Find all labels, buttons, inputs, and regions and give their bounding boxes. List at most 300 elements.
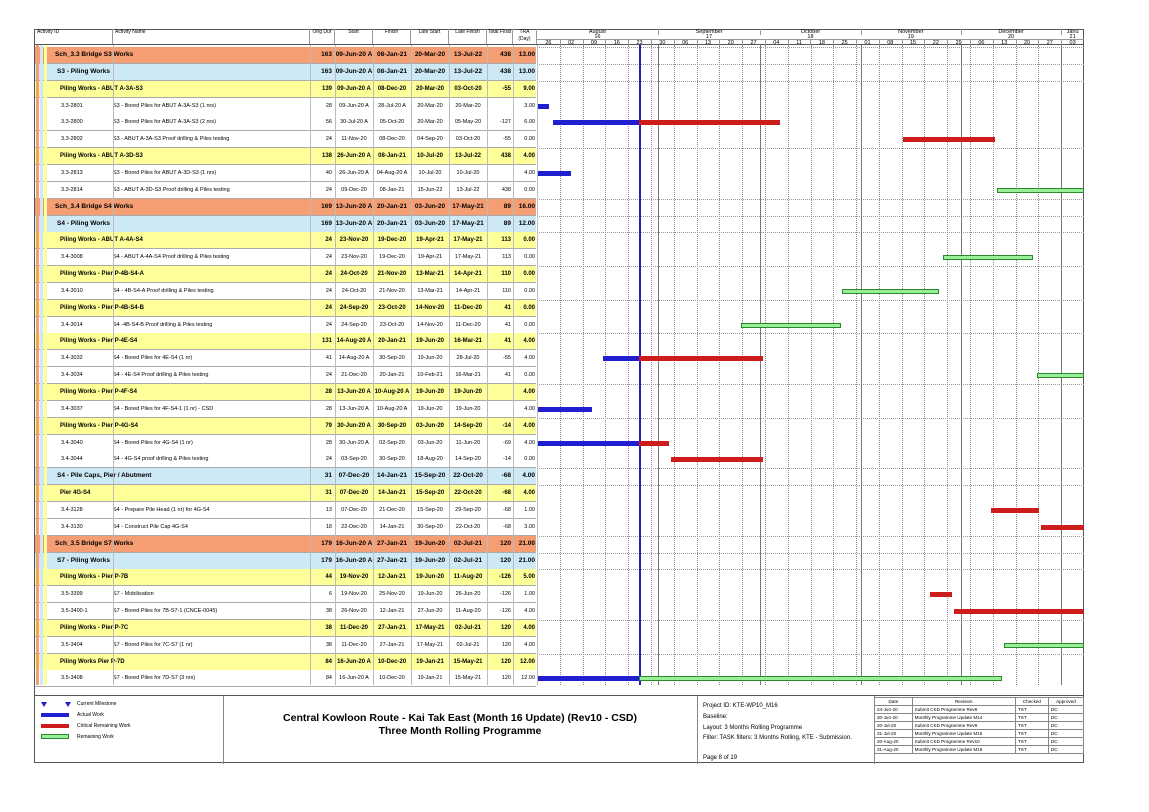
cell-tra: 5.00 bbox=[523, 574, 535, 581]
revision-cell: DC bbox=[1048, 746, 1083, 754]
gantt-gridline bbox=[560, 45, 561, 685]
gantt-row-separator bbox=[537, 232, 1084, 233]
cell-tf: 438 bbox=[500, 51, 511, 58]
activity-row[interactable] bbox=[35, 182, 536, 199]
cell-tra: 3.00 bbox=[524, 102, 535, 109]
legend-remaining-label: Remaining Work bbox=[77, 734, 114, 740]
actual-work-bar[interactable] bbox=[537, 171, 571, 176]
activity-row[interactable] bbox=[35, 603, 536, 620]
col-header-total-float[interactable]: Total Float bbox=[487, 29, 513, 45]
cell-start: 13-Jun-20 A bbox=[337, 389, 371, 395]
cell-ls: 03-Jun-20 bbox=[417, 439, 443, 446]
col-header-orig-dur[interactable]: Orig Dur bbox=[310, 29, 335, 45]
cell-ls: 20-Mar-20 bbox=[414, 51, 446, 58]
col-header-activity-id[interactable]: Activity ID bbox=[35, 29, 113, 45]
cell-ls: 19-Jun-20 bbox=[415, 389, 444, 395]
cell-lf: 02-Jul-21 bbox=[453, 539, 483, 547]
cell-dur: 13 bbox=[325, 506, 332, 513]
cell-lf: 05-May-20 bbox=[454, 119, 482, 126]
gantt-gridline bbox=[833, 45, 834, 685]
activity-row[interactable] bbox=[35, 367, 536, 384]
wbs-band bbox=[44, 45, 47, 685]
cell-tf bbox=[487, 165, 511, 181]
revision-cell: TST bbox=[1015, 746, 1048, 754]
timescale-week: 26 bbox=[537, 39, 561, 45]
cell-lf: 28-Jul-20 bbox=[456, 355, 480, 362]
cell-tra: 13.00 bbox=[518, 51, 535, 58]
revision-row bbox=[875, 722, 1084, 730]
cell-lf: 17-May-21 bbox=[453, 237, 483, 244]
gantt-row-separator bbox=[537, 300, 1084, 301]
timescale-week: 16 bbox=[605, 39, 629, 45]
revision-cell: 20-Aug-20 bbox=[875, 738, 913, 746]
cell-ls: 03-Jun-20 bbox=[414, 202, 446, 210]
cell-ls: 14-Nov-20 bbox=[415, 304, 445, 311]
cell-dur: 163 bbox=[321, 51, 332, 58]
cell-tf: -126 bbox=[499, 591, 511, 598]
cell-name: S4 - Bored Piles for 4E-S4 (1 nr) bbox=[113, 355, 193, 362]
cell-tra: 4.00 bbox=[522, 472, 535, 480]
gantt-gridline bbox=[719, 45, 720, 685]
timescale-week: 13 bbox=[993, 39, 1017, 45]
cell-ls: 30-Sep-20 bbox=[417, 523, 443, 530]
wbs-summary-row[interactable] bbox=[35, 216, 536, 233]
critical-remaining-bar[interactable] bbox=[639, 441, 669, 446]
cell-dur: 41 bbox=[325, 355, 332, 362]
gantt-row-separator bbox=[537, 266, 1084, 267]
critical-remaining-bar[interactable] bbox=[671, 457, 763, 462]
cell-tf bbox=[487, 401, 511, 417]
gantt-month-line bbox=[760, 45, 761, 685]
column-divider bbox=[335, 45, 336, 685]
gantt-gridline bbox=[879, 45, 880, 685]
wbs-summary-row[interactable] bbox=[35, 654, 536, 671]
cell-ls: 19-Jun-20 bbox=[415, 574, 444, 581]
revision-cell: 24-Jun-20 bbox=[875, 706, 913, 714]
cell-ls: 10-Jul-20 bbox=[416, 153, 443, 160]
gantt-gridline bbox=[628, 45, 629, 685]
wbs-summary-row[interactable] bbox=[35, 468, 536, 485]
cell-ls: 19-Jun-20 bbox=[417, 355, 443, 362]
cell-start: 13-Jun-20 A bbox=[335, 219, 373, 227]
cell-dur: 163 bbox=[321, 67, 332, 75]
timescale-week: 20 bbox=[1016, 39, 1040, 45]
col-header-late-finish[interactable]: Late Finish bbox=[449, 29, 487, 45]
timescale-week: 06 bbox=[674, 39, 698, 45]
cell-tra: 9.00 bbox=[523, 85, 535, 92]
cell-id: 3.5-3399 bbox=[61, 591, 83, 598]
gantt-gridline bbox=[583, 45, 584, 685]
report-subtitle: Three Month Rolling Programme bbox=[378, 725, 542, 737]
wbs-name: S7 - Piling Works bbox=[57, 556, 110, 564]
wbs-summary-row[interactable] bbox=[35, 620, 536, 637]
timescale-month-number: 20 bbox=[1008, 34, 1015, 40]
wbs-name: Piling Works - Pier P-4E-S4 bbox=[60, 338, 138, 345]
gantt-gridline bbox=[788, 45, 789, 685]
revision-header-cell: Revision bbox=[912, 698, 1015, 706]
cell-finish: 19-Dec-20 bbox=[379, 254, 405, 261]
cell-tra: 13.00 bbox=[518, 67, 535, 75]
cell-finish: 08-Jan-21 bbox=[378, 153, 406, 160]
gantt-month-line bbox=[1061, 45, 1062, 685]
cell-tf: 120 bbox=[501, 675, 511, 682]
wbs-name: Piling Works - Pier P-4F-S4 bbox=[60, 389, 137, 395]
cell-tra: 4.00 bbox=[524, 439, 535, 446]
cell-dur: 18 bbox=[325, 523, 332, 530]
cell-id: 3.4-3130 bbox=[61, 523, 83, 530]
timescale-week: 25 bbox=[833, 39, 857, 45]
wbs-summary-row[interactable] bbox=[35, 232, 536, 249]
cell-tf: -68 bbox=[501, 472, 511, 480]
cell-tf bbox=[487, 384, 511, 400]
wbs-name: Sch_3.3 Bridge S3 Works bbox=[55, 51, 134, 58]
cell-name: S4 -4B-S4-B Proof drilling & Piles testing bbox=[113, 321, 213, 328]
col-header-tra[interactable]: TRA (Day) bbox=[513, 29, 537, 45]
cell-id: 3.3-2800 bbox=[61, 119, 83, 126]
revision-cell: TST bbox=[1015, 714, 1048, 722]
critical-remaining-bar[interactable] bbox=[954, 609, 1084, 614]
legend-actual-label: Actual Work bbox=[77, 712, 104, 718]
cell-id: 3.5-3400-1 bbox=[61, 608, 88, 615]
column-divider bbox=[310, 45, 311, 685]
cell-start: 14-Aug-20 A bbox=[338, 355, 370, 362]
wbs-summary-row[interactable] bbox=[35, 148, 536, 165]
cell-tf: 41 bbox=[504, 338, 511, 345]
column-divider bbox=[373, 45, 374, 685]
cell-ls: 19-Jun-20 bbox=[415, 338, 444, 345]
data-date-line bbox=[639, 45, 641, 685]
cell-tf: 438 bbox=[500, 67, 511, 75]
cell-start: 26-Jun-20 A bbox=[339, 169, 369, 176]
actual-work-bar[interactable] bbox=[603, 356, 639, 361]
actual-work-bar[interactable] bbox=[553, 120, 639, 125]
actual-work-bar[interactable] bbox=[537, 676, 639, 681]
cell-lf: 11-Dec-20 bbox=[455, 321, 481, 328]
cell-start: 22-Dec-20 bbox=[341, 523, 367, 530]
cell-tra: 0.00 bbox=[523, 237, 535, 244]
cell-start: 19-Nov-20 bbox=[339, 574, 369, 581]
timescale-week: 01 bbox=[856, 39, 880, 45]
cell-tf: 120 bbox=[500, 539, 511, 547]
cell-tf: 89 bbox=[503, 202, 511, 210]
legend-box bbox=[35, 696, 224, 764]
cell-ls: 17-May-21 bbox=[415, 624, 445, 631]
timescale-week: 03 bbox=[1061, 39, 1084, 45]
col-header-activity-name[interactable]: Activity Name bbox=[113, 29, 310, 45]
gantt-gridline bbox=[651, 45, 652, 685]
cell-dur: 24 bbox=[325, 186, 332, 193]
cell-dur: 131 bbox=[321, 338, 332, 345]
activity-row[interactable] bbox=[35, 586, 536, 603]
cell-finish: 30-Sep-20 bbox=[377, 422, 407, 429]
cell-ls: 18-Aug-20 bbox=[417, 456, 443, 463]
cell-finish: 23-Oct-20 bbox=[379, 321, 405, 328]
wbs-summary-row[interactable] bbox=[35, 553, 536, 570]
activity-row[interactable] bbox=[35, 165, 536, 182]
cell-lf: 14-Apr-21 bbox=[454, 271, 482, 278]
cell-dur: 56 bbox=[325, 119, 332, 126]
activity-row[interactable] bbox=[35, 249, 536, 266]
remaining-work-bar[interactable] bbox=[741, 323, 841, 328]
revision-cell: DC bbox=[1048, 706, 1083, 714]
cell-dur: 84 bbox=[325, 658, 332, 665]
revision-header-cell: Checked bbox=[1015, 698, 1048, 706]
cell-tf: 41 bbox=[504, 372, 511, 379]
cell-tra: 4.00 bbox=[524, 169, 535, 176]
cell-name: S4 - ABUT A-4A-S4 Proof drilling & Piles testing bbox=[113, 254, 230, 261]
cell-lf: 17-May-21 bbox=[452, 202, 484, 210]
remaining-work-bar[interactable] bbox=[997, 188, 1084, 193]
cell-lf: 26-Jun-20 bbox=[455, 591, 481, 598]
col-header-finish[interactable]: Finish bbox=[373, 29, 411, 45]
cell-start: 19-Nov-20 bbox=[341, 591, 367, 598]
wbs-summary-row[interactable] bbox=[35, 300, 536, 317]
actual-work-bar[interactable] bbox=[537, 441, 639, 446]
wbs-band bbox=[40, 45, 43, 685]
cell-finish: 20-Jan-21 bbox=[377, 202, 407, 210]
timescale-month: Janu bbox=[1061, 29, 1084, 35]
cell-finish: 08-Dec-20 bbox=[377, 85, 407, 92]
wbs-name: S4 - Piling Works bbox=[57, 219, 110, 227]
gantt-row-separator bbox=[537, 64, 1084, 65]
wbs-summary-row[interactable] bbox=[35, 333, 536, 350]
cell-lf: 02-Jul-21 bbox=[453, 556, 483, 564]
cell-start: 24-Sep-20 bbox=[339, 304, 369, 311]
wbs-summary-row[interactable] bbox=[35, 81, 536, 98]
revision-cell: Monthly Programme Update M16 bbox=[912, 746, 1015, 754]
cell-start: 30-Jul-20 A bbox=[340, 119, 368, 126]
cell-tra: 4.00 bbox=[524, 405, 535, 412]
activity-row[interactable] bbox=[35, 401, 536, 418]
cell-ls: 10-Feb-21 bbox=[417, 372, 443, 379]
cell-tra: 0.00 bbox=[524, 456, 535, 463]
activity-row[interactable] bbox=[35, 350, 536, 367]
cell-name: S3 - ABUT A-3A-S3 Proof drilling & Piles testing bbox=[113, 136, 230, 143]
cell-ls: 19-Apr-21 bbox=[417, 254, 443, 261]
cell-dur: 40 bbox=[325, 169, 332, 176]
activity-row[interactable] bbox=[35, 451, 536, 468]
activity-row[interactable] bbox=[35, 670, 536, 687]
col-header-start[interactable]: Start bbox=[335, 29, 373, 45]
title-box bbox=[223, 696, 698, 764]
revision-cell: Monthly Programme Update M15 bbox=[912, 730, 1015, 738]
cell-tra: 4.00 bbox=[524, 641, 535, 648]
critical-remaining-bar[interactable] bbox=[903, 137, 995, 142]
gantt-row-separator bbox=[537, 333, 1084, 334]
revision-cell: Submit CSD Programme Rev10 bbox=[912, 738, 1015, 746]
cell-finish: 10-Aug-20 A bbox=[374, 389, 410, 395]
gantt-row-separator bbox=[537, 569, 1084, 570]
cell-ls: 13-Mar-21 bbox=[415, 271, 444, 278]
cell-finish: 21-Dec-20 bbox=[379, 506, 405, 513]
cell-lf: 15-May-21 bbox=[453, 658, 483, 665]
activity-row[interactable] bbox=[35, 435, 536, 452]
revision-row bbox=[875, 746, 1084, 754]
cell-tf bbox=[487, 98, 511, 114]
cell-ls: 19-Apr-21 bbox=[416, 237, 444, 244]
activity-row[interactable] bbox=[35, 283, 536, 300]
gantt-row-separator bbox=[537, 620, 1084, 621]
cell-lf: 13-Jul-22 bbox=[453, 67, 483, 75]
wbs-name: Piling Works - ABUT A-3D-S3 bbox=[60, 153, 143, 160]
wbs-summary-row[interactable] bbox=[35, 199, 536, 216]
timescale-month: August bbox=[537, 29, 659, 35]
cell-tra: 0.00 bbox=[524, 186, 535, 193]
revision-cell: Submit CSD Programme Rev9 bbox=[912, 722, 1015, 730]
cell-tra: 12.00 bbox=[518, 219, 535, 227]
cell-dur: 38 bbox=[325, 641, 332, 648]
cell-start: 03-Sep-20 bbox=[341, 456, 367, 463]
cell-lf: 19-Jun-20 bbox=[455, 405, 481, 412]
actual-work-bar[interactable] bbox=[537, 104, 549, 109]
cell-start: 16-Jun-20 A bbox=[335, 539, 373, 547]
critical-remaining-bar[interactable] bbox=[639, 356, 763, 361]
revision-header-cell: Approved bbox=[1048, 698, 1083, 706]
cell-finish: 20-Jan-21 bbox=[378, 338, 406, 345]
cell-ls: 19-Jan-21 bbox=[416, 658, 444, 665]
activity-row[interactable] bbox=[35, 131, 536, 148]
cell-id: 3.3-2814 bbox=[61, 186, 83, 193]
revision-header-cell: Date bbox=[875, 698, 913, 706]
wbs-summary-row[interactable] bbox=[35, 64, 536, 81]
wbs-name: Piling Works - ABUT A-3A-S3 bbox=[60, 85, 143, 92]
cell-dur: 24 bbox=[325, 287, 332, 294]
cell-dur: 44 bbox=[325, 574, 332, 581]
cell-start: 09-Jun-20 A bbox=[339, 102, 369, 109]
cell-ls: 20-Mar-20 bbox=[415, 85, 444, 92]
gantt-gridline bbox=[697, 45, 698, 685]
activity-row[interactable] bbox=[35, 114, 536, 131]
cell-dur: 24 bbox=[325, 271, 332, 278]
col-header-late-start[interactable]: Late Start bbox=[411, 29, 449, 45]
wbs-summary-row[interactable] bbox=[35, 418, 536, 435]
timescale-month: September bbox=[658, 29, 762, 35]
project-info bbox=[697, 696, 875, 764]
timescale-week: 30 bbox=[651, 39, 675, 45]
gantt-row-separator bbox=[537, 536, 1084, 537]
critical-remaining-bar[interactable] bbox=[991, 508, 1039, 513]
cell-tra: 0.00 bbox=[524, 372, 535, 379]
timescale-week: 15 bbox=[902, 39, 926, 45]
cell-finish: 10-Dec-20 bbox=[379, 675, 405, 682]
cell-id: 3.5-3404 bbox=[61, 641, 83, 648]
column-divider bbox=[113, 45, 114, 685]
cell-tra: 21.00 bbox=[518, 556, 535, 564]
cell-ls: 13-Mar-21 bbox=[417, 287, 443, 294]
timescale-week: 27 bbox=[1038, 39, 1062, 45]
activity-row[interactable] bbox=[35, 98, 536, 115]
activity-row[interactable] bbox=[35, 317, 536, 334]
critical-remaining-bar[interactable] bbox=[1041, 525, 1084, 530]
timescale-week: 06 bbox=[970, 39, 994, 45]
cell-name: S3 - Bored Piles for ABUT A-3A-S3 (1 nrs) bbox=[113, 102, 216, 109]
cell-tf: 120 bbox=[501, 641, 511, 648]
cell-tf: 41 bbox=[504, 304, 511, 311]
cell-tf: -126 bbox=[499, 608, 511, 615]
wbs-summary-row[interactable] bbox=[35, 536, 536, 553]
gantt-month-line bbox=[658, 45, 659, 685]
remaining-work-bar[interactable] bbox=[1004, 643, 1084, 648]
cell-finish: 08-Jan-21 bbox=[377, 51, 407, 58]
remaining-work-bar[interactable] bbox=[639, 676, 1002, 681]
remaining-work-bar[interactable] bbox=[1037, 373, 1084, 378]
revision-cell: Submit CSD Programme Rev8 bbox=[912, 706, 1015, 714]
cell-name: S3 - Bored Piles for ABUT A-3A-S3 (2 nrs) bbox=[113, 119, 216, 126]
cell-start: 16-Jun-20 A bbox=[335, 556, 373, 564]
cell-name: S4 - Bored Piles for 4F-S4-1 (1 nr) - CSD bbox=[113, 405, 214, 412]
cell-start: 23-Nov-20 bbox=[341, 254, 367, 261]
cell-start: 30-Jun-20 A bbox=[337, 422, 371, 429]
revision-cell: 31-Aug-20 bbox=[875, 746, 913, 754]
cell-start: 16-Jun-20 A bbox=[339, 675, 369, 682]
cell-finish: 28-Jul-20 A bbox=[378, 102, 406, 109]
cell-tf: 120 bbox=[500, 556, 511, 564]
timescale-week: 13 bbox=[697, 39, 721, 45]
activity-row[interactable] bbox=[35, 637, 536, 654]
critical-remaining-bar[interactable] bbox=[639, 120, 780, 125]
cell-tra: 12.00 bbox=[519, 658, 535, 665]
cell-tra: 16.00 bbox=[518, 202, 535, 210]
column-divider bbox=[513, 45, 514, 685]
wbs-summary-row[interactable] bbox=[35, 485, 536, 502]
wbs-name: Piling Works - Pier P-7C bbox=[60, 624, 129, 631]
cell-id: 3.4-3032 bbox=[61, 355, 83, 362]
cell-tf: -68 bbox=[503, 506, 511, 513]
cell-ls: 19-Jun-20 bbox=[417, 591, 443, 598]
cell-dur: 38 bbox=[325, 624, 332, 631]
cell-id: 3.5-3408 bbox=[61, 675, 83, 682]
timescale-month-number: 19 bbox=[907, 34, 914, 40]
gantt-row-separator bbox=[537, 654, 1084, 655]
timescale-week: 02 bbox=[560, 39, 584, 45]
cell-dur: 24 bbox=[325, 136, 332, 143]
cell-tf: -14 bbox=[503, 456, 511, 463]
wbs-summary-row[interactable] bbox=[35, 569, 536, 586]
cell-ls: 15-Sep-20 bbox=[414, 472, 446, 480]
wbs-summary-row[interactable] bbox=[35, 266, 536, 283]
remaining-work-bar[interactable] bbox=[943, 255, 1033, 260]
wbs-summary-row[interactable] bbox=[35, 384, 536, 401]
cell-dur: 169 bbox=[321, 202, 332, 210]
remaining-work-bar[interactable] bbox=[842, 289, 939, 294]
cell-finish: 30-Sep-20 bbox=[379, 456, 405, 463]
actual-work-bar[interactable] bbox=[537, 407, 592, 412]
wbs-name: Piling Works - Pier P-4B-S4-B bbox=[60, 304, 144, 311]
timescale-week: 29 bbox=[947, 39, 971, 45]
activity-row[interactable] bbox=[35, 502, 536, 519]
activity-row[interactable] bbox=[35, 519, 536, 536]
cell-lf: 11-Dec-20 bbox=[453, 304, 483, 311]
cell-name: S4 - 4E-S4 Proof drilling & Piles testing bbox=[113, 372, 209, 379]
wbs-name: Piling Works Pier P-7D bbox=[60, 658, 125, 665]
cell-dur: 24 bbox=[325, 321, 332, 328]
timescale-month-number: 17 bbox=[706, 34, 713, 40]
cell-tf: 113 bbox=[501, 237, 511, 244]
timescale-week: 09 bbox=[583, 39, 607, 45]
cell-ls: 19-Jan-21 bbox=[417, 675, 443, 682]
cell-lf: 22-Oct-20 bbox=[453, 472, 483, 480]
wbs-summary-row[interactable] bbox=[35, 47, 536, 64]
cell-dur: 79 bbox=[325, 422, 332, 429]
cell-lf: 14-Apr-21 bbox=[455, 287, 481, 294]
column-divider bbox=[449, 45, 450, 685]
cell-finish: 27-Jan-21 bbox=[378, 624, 406, 631]
revision-cell: TST bbox=[1015, 722, 1048, 730]
critical-remaining-bar[interactable] bbox=[930, 592, 952, 597]
timescale-week: 22 bbox=[924, 39, 948, 45]
wbs-name: Pier 4G-S4 bbox=[60, 490, 91, 497]
cell-finish: 08-Dec-20 bbox=[379, 136, 405, 143]
